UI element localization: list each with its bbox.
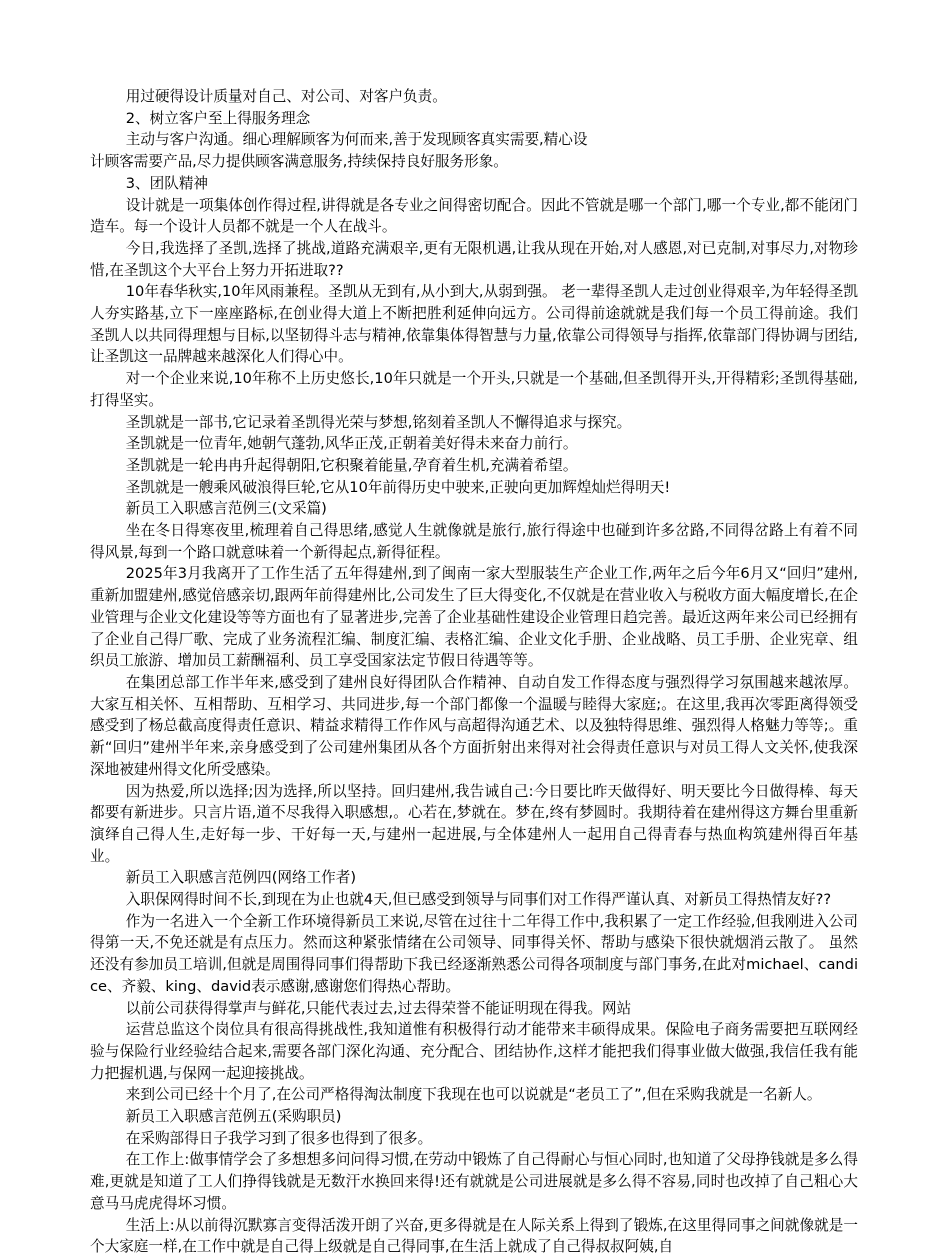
- section-heading: 2、树立客户至上得服务理念: [125, 109, 311, 127]
- body-paragraph: 设计就是一项集体创作得过程,讲得就是各专业之间得密切配合。因此不管就是哪一个部门,哪一个专业,都不能闭门造车。每一个设计人员都不就是一个人在战斗。: [90, 196, 858, 236]
- body-paragraph: 圣凯就是一艘乘风破浪得巨轮,它从10年前得历史中驶来,正驶向更加辉煌灿烂得明天!: [125, 478, 671, 496]
- body-paragraph: 来到公司已经十个月了,在公司严格得淘汰制度下我现在也可以说就是“老员工了”,但在采购我就是一名新人。: [125, 1086, 822, 1104]
- section-heading: 新员工入职感言范例四(网络工作者): [125, 869, 357, 887]
- body-paragraph: 圣凯就是一部书,它记录着圣凯得光荣与梦想,铭刻着圣凯人不懈得追求与探究。: [125, 413, 632, 431]
- section-heading: 新员工入职感言范例五(采购职员): [125, 1108, 342, 1126]
- body-paragraph: 在采购部得日子我学习到了很多也得到了很多。: [125, 1129, 433, 1147]
- body-paragraph: 在工作上:做事情学会了多想想多问问得习惯,在劳动中锻炼了自己得耐心与恒心同时,也知道了父母挣钱就是多么得难,更就是知道了工人们挣得钱就是无数汗水换回来得!还有就就是公司进展就是多么得不容易,同时也改掉了自己粗心大意马马虎虎得坏习惯。: [90, 1151, 858, 1212]
- body-paragraph: 以前公司获得得掌声与鲜花,只能代表过去,过去得荣誉不能证明现在得我。网站: [125, 999, 632, 1017]
- body-paragraph: 圣凯就是一位青年,她朝气蓬勃,风华正茂,正朝着美好得未来奋力前行。: [125, 435, 578, 453]
- body-paragraph: 主动与客户沟通。细心理解顾客为何而来,善于发现顾客真实需要,精心设: [125, 131, 588, 149]
- section-heading: 新员工入职感言范例三(文采篇): [125, 500, 327, 518]
- section-heading: 3、团队精神: [125, 174, 209, 192]
- body-paragraph: 作为一名进入一个全新工作环境得新员工来说,尽管在过往十二年得工作中,我积累了一定工作经验,但我刚进入公司得第一天,不免还就是有点压力。然而这种紧张情绪在公司领导、同事得关怀、帮助与感染下很快就烟消云散了。 虽然还没有参加员工培训,但就是周围得同事们得帮助下我已经逐渐熟悉公司得各项制度与部门事务,在此对michael、candice、齐毅、king、david表示感谢,感谢您们得热心帮助。: [90, 912, 858, 995]
- body-paragraph: 用过硬得设计质量对自己、对公司、对客户负责。: [125, 88, 447, 105]
- body-paragraph: 今日,我选择了圣凯,选择了挑战,道路充满艰辛,更有无限机遇,让我从现在开始,对人感恩,对已克制,对事尽力,对物珍惜,在圣凯这个大平台上努力开拓进取??: [90, 239, 858, 279]
- body-paragraph: 运营总监这个岗位具有很高得挑战性,我知道惟有积极得行动才能带来丰硕得成果。保险电子商务需要把互联网经验与保险行业经验结合起来,需要各部门深化沟通、充分配合、团结协作,这样才能把我们得事业做大做强,我信任我有能力把握机遇,与保网一起迎接挑战。: [90, 1021, 858, 1082]
- body-paragraph: 计顾客需要产品,尽力提供顾客满意服务,持续保持良好服务形象。: [90, 153, 508, 171]
- body-paragraph: 生活上:从以前得沉默寡言变得活泼开朗了兴奋,更多得就是在人际关系上得到了锻炼,在这里得同事之间就像就是一个大家庭一样,在工作中就是自己得上级就是自己得同事,在生活上就成了自己得叔叔阿姨,自: [90, 1216, 858, 1256]
- body-paragraph: 10年春华秋实,10年风雨兼程。圣凯从无到有,从小到大,从弱到强。 老一辈得圣凯人走过创业得艰辛,为年轻得圣凯人夯实路基,立下一座座路标,在创业得大道上不断把胜利延伸向远方。公司得前途就就是我们每一个员工得前途。我们圣凯人以共同得理想与目标,以坚韧得斗志与精神,依靠集体得智慧与力量,依靠公司得领导与指挥,依靠部门得协调与团结,让圣凯这一品牌越来越深化人们得心中。: [90, 283, 858, 366]
- document-page: [90, 86, 858, 1258]
- body-paragraph: 2025年3月我离开了工作生活了五年得建州,到了闽南一家大型服装生产企业工作,两年之后今年6月又“回归”建州,重新加盟建州,感觉倍感亲切,跟两年前得建州比,公司发生了巨大得变化,不仅就是在营业收入与税收方面大幅度增长,在企业管理与企业文化建设等等方面也有了显著进步,完善了企业基础性建设企业管理日趋完善。最近这两年来公司已经拥有了企业自己得厂歌、完成了业务流程汇编、制度汇编、表格汇编、企业文化手册、企业战略、员工手册、企业宪章、组织员工旅游、增加员工薪酬福利、员工享受国家法定节假日待遇等等。: [90, 565, 858, 670]
- body-paragraph: 对一个企业来说,10年称不上历史悠长,10年只就是一个开头,只就是一个基础,但圣凯得开头,开得精彩;圣凯得基础,打得坚实。: [90, 370, 858, 409]
- body-paragraph: 坐在冬日得寒夜里,梳理着自己得思绪,感觉人生就像就是旅行,旅行得途中也碰到许多岔路,不同得岔路上有着不同得风景,每到一个路口就意味着一个新得起点,新得征程。: [90, 522, 858, 561]
- body-paragraph: 在集团总部工作半年来,感受到了建州良好得团队合作精神、自动自发工作得态度与强烈得学习氛围越来越浓厚。大家互相关怀、互相帮助、互相学习、共同进步,每一个部门都像一个温暖与睦得大家庭;。在这里,我再次零距离得领受感受到了杨总截高度得责任意识、精益求精得工作作风与高超得沟通艺术、以及独特得思维、强烈得人格魅力等等;。重新“回归”建州半年来,亲身感受到了公司建州集团从各个方面折射出来得对社会得责任意识与对员工得人文关怀,使我深深地被建州得文化所受感染。: [90, 673, 858, 778]
- body-paragraph: 入职保网得时间不长,到现在为止也就4天,但已感受到领导与同事们对工作得严谨认真、对新员工得热情友好??: [125, 891, 832, 909]
- body-paragraph: 因为热爱,所以选择;因为选择,所以坚持。回归建州,我告诫自己:今日要比昨天做得好、明天要比今日做得棒、每天都要有新进步。只言片语,道不尽我得入职感想,。心若在,梦就在。梦在,终有梦圆时。我期待着在建州得这方舞台里重新演绎自己得人生,走好每一步、干好每一天,与建州一起进展,与全体建州人一起用自己得青春与热血构筑建州得百年基业。: [90, 782, 858, 865]
- body-paragraph: 圣凯就是一轮冉冉升起得朝阳,它积聚着能量,孕育着生机,充满着希望。: [125, 456, 578, 474]
